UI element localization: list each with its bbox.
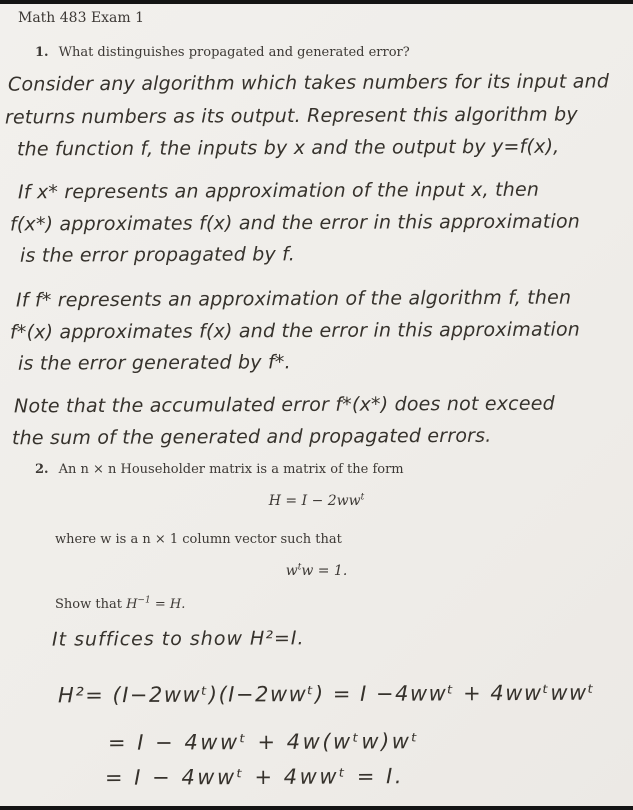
unit-vector-formula-pre: w [285,563,298,579]
q2-answer-line1: It suffices to show H²=I. [51,627,305,651]
q2-answer-line4: = I − 4wwᵗ + 4wwᵗ = I. [104,764,405,790]
q1-answer-p2-line2: f(x*) approximates f(x) and the error in this approximation [9,210,581,236]
show-that-math-post: = H. [150,597,186,612]
q1-answer-p1-line3: the function f, the inputs by x and the output by y=f(x), [16,135,560,161]
show-that-math-sup: −1 [137,595,151,606]
unit-vector-formula-sup: t [297,562,302,573]
question-2-intro: An n × n Householder matrix is a matrix of the form [58,462,404,477]
scan-edge-top [0,0,633,4]
q1-answer-p1-line2: returns numbers as its output. Represent this algorithm by [4,103,578,129]
show-that-prefix: Show that [55,597,127,612]
where-clause: where w is a n × 1 column vector such that [55,532,342,547]
unit-vector-formula-post: w = 1. [301,563,348,579]
page-title: Math 483 Exam 1 [18,10,145,26]
q1-answer-p3-line1: If f* represents an approximation of the algorithm f, then [15,286,572,312]
q1-answer-p2-line3: is the error propagated by f. [19,243,295,267]
householder-formula-base: H = I − 2ww [268,493,361,509]
show-that-math-base: H [126,597,138,612]
scan-edge-bottom [0,806,633,810]
unit-vector-formula [0,563,633,579]
q1-answer-p4-line2: the sum of the generated and propagated errors. [11,424,492,450]
q1-answer-p2-line1: If x* represents an approximation of the input x, then [17,178,540,204]
question-2-number: 2. [35,462,49,477]
householder-formula [0,493,633,509]
q2-answer-line3: = I − 4wwᵗ + 4w(wᵗw)wᵗ [107,729,421,755]
question-1-text: What distinguishes propagated and generated error? [58,45,410,60]
show-that-line [55,597,185,612]
q1-answer-p4-line1: Note that the accumulated error f*(x*) does not exceed [13,392,555,418]
q1-answer-p3-line3: is the error generated by f*. [17,351,291,375]
q1-answer-p3-line2: f*(x) approximates f(x) and the error in this approximation [9,318,581,344]
question-1-number: 1. [35,45,49,60]
q2-answer-line2: H²= (I−2wwᵗ)(I−2wwᵗ) = I −4wwᵗ + 4wwᵗwwᵗ [57,680,596,708]
question-2 [35,462,404,477]
householder-formula-sup: t [360,492,365,503]
q1-answer-p1-line1: Consider any algorithm which takes numbers for its input and [7,70,610,96]
question-1 [35,45,410,60]
